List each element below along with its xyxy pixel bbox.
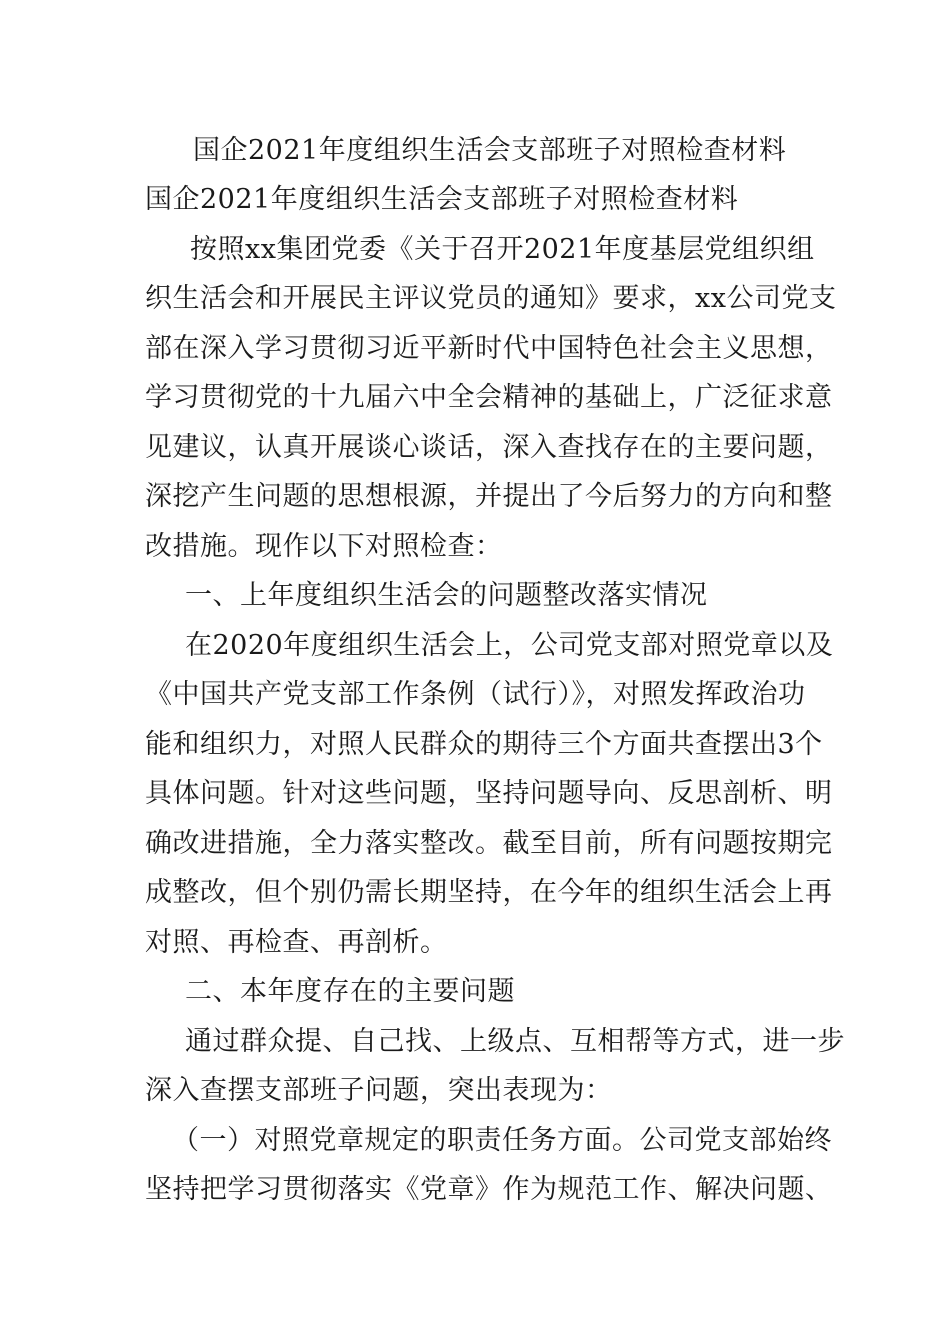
text-line: （一）对照党章规定的职责任务方面。公司党支部始终 bbox=[172, 1125, 832, 1156]
text-line: 按照xx集团党委《关于召开2021年度基层党组织组 bbox=[190, 234, 815, 265]
text-line: 成整改，但个别仍需长期坚持，在今年的组织生活会上再 bbox=[145, 877, 833, 908]
text-line: 《中国共产党支部工作条例（试行）》，对照发挥政治功 bbox=[145, 679, 806, 710]
text-line: 确改进措施，全力落实整改。截至目前，所有问题按期完 bbox=[145, 828, 833, 859]
text-line: 具体问题。针对这些问题，坚持问题导向、反思剖析、明 bbox=[145, 778, 833, 809]
text-line: 能和组织力，对照人民群众的期待三个方面共查摆出3个 bbox=[145, 729, 823, 760]
text-line: 部在深入学习贯彻习近平新时代中国特色社会主义思想， bbox=[145, 333, 833, 364]
section-heading: 二、本年度存在的主要问题 bbox=[185, 976, 515, 1007]
text-line: 改措施。现作以下对照检查： bbox=[145, 531, 503, 562]
text-line: 织生活会和开展民主评议党员的通知》要求，xx公司党支 bbox=[145, 283, 837, 314]
document-title: 国企2021年度组织生活会支部班子对照检查材料 bbox=[193, 135, 787, 166]
document-subtitle: 国企2021年度组织生活会支部班子对照检查材料 bbox=[145, 184, 739, 215]
text-line: 坚持把学习贯彻落实《党章》作为规范工作、解决问题、 bbox=[145, 1174, 833, 1205]
section-heading: 一、上年度组织生活会的问题整改落实情况 bbox=[185, 580, 708, 611]
text-line: 在2020年度组织生活会上，公司党支部对照党章以及 bbox=[185, 630, 834, 661]
text-line: 见建议，认真开展谈心谈话，深入查找存在的主要问题， bbox=[145, 432, 833, 463]
text-line: 深挖产生问题的思想根源，并提出了今后努力的方向和整 bbox=[145, 481, 833, 512]
text-line: 学习贯彻党的十九届六中全会精神的基础上，广泛征求意 bbox=[145, 382, 833, 413]
text-line: 通过群众提、自己找、上级点、互相帮等方式，进一步 bbox=[185, 1026, 845, 1057]
text-line: 对照、再检查、再剖析。 bbox=[145, 927, 448, 958]
text-line: 深入查摆支部班子问题，突出表现为： bbox=[145, 1075, 613, 1106]
